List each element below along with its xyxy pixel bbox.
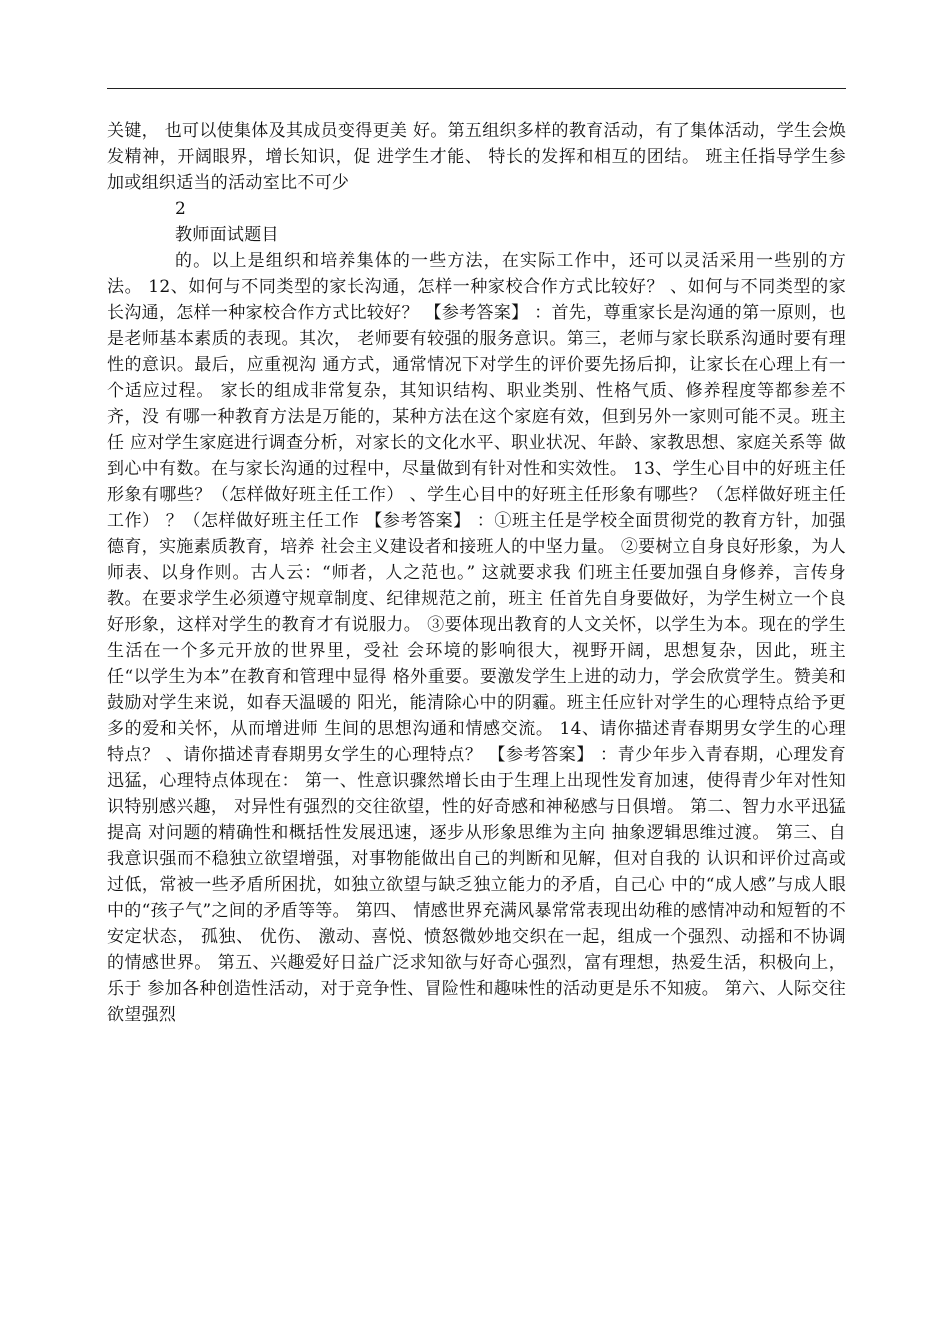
page-number: 2: [175, 199, 187, 219]
body-paragraph-2: 的。以上是组织和培养集体的一些方法，在实际工作中，还可以灵活采用一些别的方法。 12、如何与不同类型的家长沟通，怎样一种家校合作方式比较好？ 、如何与不同类型的家长沟通，怎样一种家校合作方式比较好？ 【参考答案】 ：首先，尊重家长是沟通的第一原则，也是老师基本素质的表现。其次， 老师要有较强的服务意识。第三，老师与家长联系沟通时要有理性的意识。最后，应重视沟 通方式，通常情况下对学生的评价要先扬后抑，让家长在心理上有一个适应过程。 家长的组成非常复杂，其知识结构、职业类别、性格气质、修养程度等都参差不齐，没 有哪一种教育方法是万能的，某种方法在这个家庭有效，但到另外一家则可能不灵。班主任 应对学生家庭进行调查分析，对家长的文化水平、职业状况、年龄、家教思想、家庭关系等 做到心中有数。在与家长沟通的过程中，尽量做到有针对性和实效性。 13、学生心目中的好班主任形象有哪些？（怎样做好班主任工作） 、学生心目中的好班主任形象有哪些？（怎样做好班主任工作） ？（怎样做好班主任工作 【参考答案】 ：①班主任是学校全面贯彻党的教育方针，加强德育，实施素质教育，培养 社会主义建设者和接班人的中坚力量。 ②要树立自身良好形象，为人师表、以身作则。古人云：“师者，人之范也。” 这就要求我 们班主任要加强自身修养，言传身教。在要求学生必须遵守规章制度、纪律规范之前，班主 任首先自身要做好，为学生树立一个良好形象，这样对学生的教育才有说服力。 ③要体现出教育的人文关怀，以学生为本。现在的学生生活在一个多元开放的世界里，受社 会环境的影响很大，视野开阔，思想复杂，因此，班主任“以学生为本”在教育和管理中显得 格外重要。要激发学生上进的动力，学会欣赏学生。赞美和鼓励对学生来说，如春天温暖的 阳光，能清除心中的阴霾。班主任应针对学生的心理特点给予更多的爱和关怀，从而增进师 生间的思想沟通和情感交流。 14、请你描述青春期男女学生的心理特点？ 、请你描述青春期男女学生的心理特点？ 【参考答案】 ：青少年步入青春期，心理发育迅猛，心理特点体现在： 第一、性意识骤然增长由于生理上出现性发育加速，使得青少年对性知识特别感兴趣， 对异性有强烈的交往欲望，性的好奇感和神秘感与日俱增。 第二、智力水平迅猛提高 对问题的精确性和概括性发展迅速，逐步从形象思维为主向 抽象逻辑思维过渡。 第三、自我意识强而不稳独立欲望增强，对事物能做出自己的判断和见解，但对自我的 认识和评价过高或过低，常被一些矛盾所困扰，如独立欲望与缺乏独立能力的矛盾，自己心 中的“成人感”与成人眼中的“孩子气”之间的矛盾等等。 第四、 情感世界充满风暴常常表现出幼稚的感情冲动和短暂的不安定状态， 孤独、 优伤、 激动、喜悦、愤怒微妙地交织在一起，组成一个强烈、动摇和不协调的情感世界。 第五、兴趣爱好日益广泛求知欲与好奇心强烈，富有理想，热爱生活，积极向上，乐于 参加各种创造性活动，对于竞争性、冒险性和趣味性的活动更是乐不知疲。 第六、人际交往欲望强烈: [107, 251, 846, 1025]
header-rule: [107, 88, 846, 89]
page-body: [107, 118, 846, 1028]
body-paragraph-1: 关键， 也可以使集体及其成员变得更美 好。第五组织多样的教育活动，有了集体活动，学生会焕发精神，开阔眼界，增长知识，促 进学生才能、 特长的发挥和相互的团结。 班主任指导学生参加或组织适当的活动室比不可少: [107, 121, 846, 193]
running-title: 教师面试题目: [175, 225, 279, 245]
